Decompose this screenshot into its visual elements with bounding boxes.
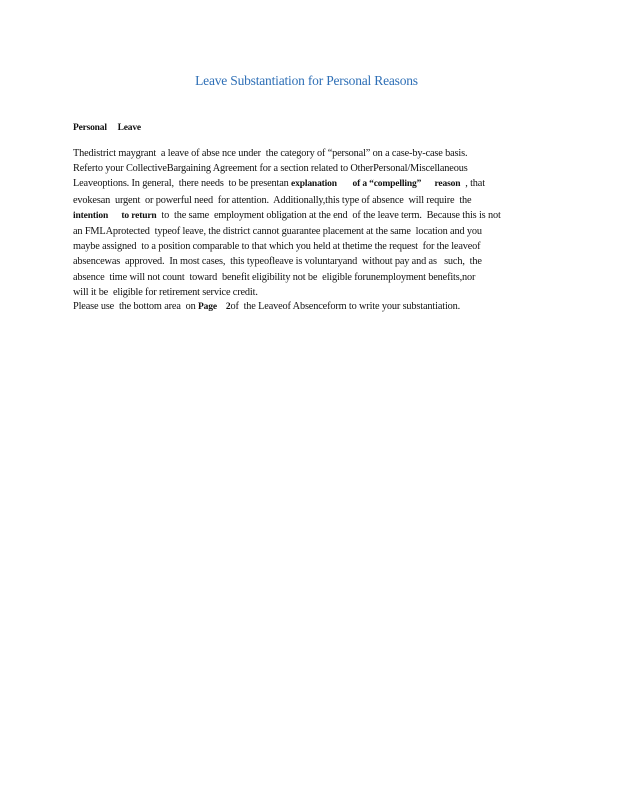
paragraph-line: absencewas approved. In most cases, this typeofleave is voluntaryand without pay and as such, the [73, 256, 482, 268]
bold-phrase: explanation of a “compelling” reason [291, 179, 461, 190]
paragraph-line: an FMLAprotected typeof leave, the district cannot guarantee placement at the same location and you [73, 226, 482, 238]
paragraph-text: to the same employment obligation at the end of the leave term. Because this is not [156, 209, 501, 221]
page-reference: Page 2 [198, 302, 231, 312]
closing-text: Please use the bottom area on [73, 301, 199, 312]
paragraph-line: will it be eligible for retirement service credit. [73, 286, 258, 298]
paragraph-line: evokesan urgent or powerful need for attention. Additionally,this type of absence will require the [73, 194, 472, 206]
paragraph-text: , that [460, 178, 485, 190]
closing-text: of the Leaveof Absenceform to write your substantiation. [230, 301, 461, 312]
closing-instruction [73, 299, 460, 315]
paragraph-line: maybe assigned to a position comparable to that which you held at thetime the request for the leaveof [73, 241, 481, 253]
paragraph-line: Referto your CollectiveBargaining Agreement for a section related to OtherPersonal/Miscellaneous [73, 163, 468, 175]
paragraph-line [73, 208, 553, 224]
paragraph-text: Leaveoptions. In general, there needs to be presentan [73, 178, 292, 190]
body-paragraph [73, 146, 553, 300]
section-heading: Personal Leave [73, 123, 141, 133]
paragraph-line [73, 176, 553, 192]
paragraph-line: Thedistrict maygrant a leave of abse nce under the category of “personal” on a case-by-case basis. [73, 148, 468, 159]
document-title: Leave Substantiation for Personal Reasons [195, 73, 418, 88]
paragraph-line: absence time will not count toward benefit eligibility not be eligible forunemployment benefits,nor [73, 271, 476, 283]
bold-phrase: intention to return [73, 210, 157, 221]
